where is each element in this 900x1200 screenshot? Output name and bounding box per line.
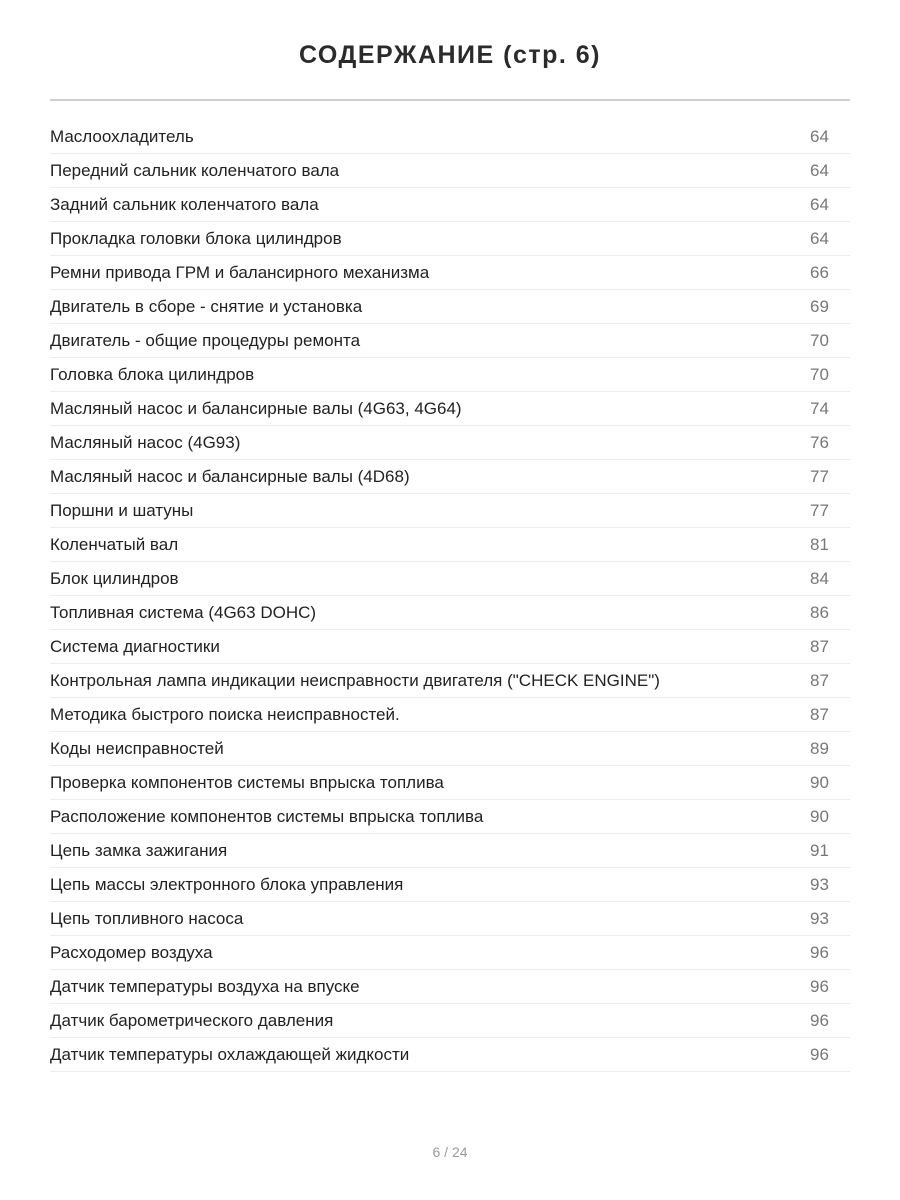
toc-entry-page-number[interactable]: 81 xyxy=(810,534,829,554)
toc-entry-title[interactable]: Блок цилиндров xyxy=(50,568,179,588)
toc-entry-title[interactable]: Масляный насос и балансирные валы (4D68) xyxy=(50,466,410,486)
toc-entry[interactable] xyxy=(50,766,850,800)
toc-entry-page-number[interactable]: 90 xyxy=(810,772,829,792)
toc-entry[interactable] xyxy=(50,902,850,936)
toc-entry-title[interactable]: Масляный насос (4G93) xyxy=(50,432,241,452)
toc-entry[interactable] xyxy=(50,222,850,256)
toc-entry-title[interactable]: Топливная система (4G63 DOHC) xyxy=(50,602,317,622)
toc-entry-page-number[interactable]: 96 xyxy=(810,942,829,962)
toc-entry[interactable] xyxy=(50,800,850,834)
toc-entry-title[interactable]: Двигатель - общие процедуры ремонта xyxy=(50,330,361,350)
toc-entry-title[interactable]: Расходомер воздуха xyxy=(50,942,213,962)
toc-entry[interactable] xyxy=(50,596,850,630)
toc-entry-page-number[interactable]: 84 xyxy=(810,568,829,588)
toc-entry-page-number[interactable]: 64 xyxy=(810,126,829,146)
toc-entry-title[interactable]: Датчик температуры охлаждающей жидкости xyxy=(50,1044,410,1064)
toc-entry-title[interactable]: Проверка компонентов системы впрыска топлива xyxy=(50,772,444,792)
toc-entry-title[interactable]: Датчик барометрического давления xyxy=(50,1010,334,1030)
toc-entry[interactable] xyxy=(50,120,850,154)
toc-entry-title[interactable]: Коленчатый вал xyxy=(50,534,179,554)
toc-entry[interactable] xyxy=(50,392,850,426)
toc-entry-title[interactable]: Двигатель в сборе - снятие и установка xyxy=(50,296,363,316)
toc-entry[interactable] xyxy=(50,154,850,188)
toc-entry-page-number[interactable]: 64 xyxy=(810,194,829,214)
toc-entry[interactable] xyxy=(50,732,850,766)
toc-entry[interactable] xyxy=(50,1038,850,1072)
toc-entry-page-number[interactable]: 90 xyxy=(810,806,829,826)
toc-entry[interactable] xyxy=(50,460,850,494)
toc-entry[interactable] xyxy=(50,868,850,902)
toc-entry[interactable] xyxy=(50,188,850,222)
toc-entry-title[interactable]: Контрольная лампа индикации неисправности двигателя ("CHECK ENGINE") xyxy=(50,670,660,690)
toc-entry-title[interactable]: Расположение компонентов системы впрыска топлива xyxy=(50,806,484,826)
toc-entry[interactable] xyxy=(50,426,850,460)
toc-entry-title[interactable]: Задний сальник коленчатого вала xyxy=(50,194,319,214)
toc-entry-page-number[interactable]: 74 xyxy=(810,398,829,418)
toc-entry-page-number[interactable]: 89 xyxy=(810,738,829,758)
toc-entry-title[interactable]: Прокладка головки блока цилиндров xyxy=(50,228,342,248)
toc-entry-page-number[interactable]: 86 xyxy=(810,602,829,622)
toc-entry[interactable] xyxy=(50,1004,850,1038)
toc-entry-page-number[interactable]: 96 xyxy=(810,1010,829,1030)
toc-entry-page-number[interactable]: 77 xyxy=(810,500,829,520)
page-title: СОДЕРЖАНИЕ (стр. 6) xyxy=(298,41,602,69)
toc-entry[interactable] xyxy=(50,290,850,324)
toc-entry-page-number[interactable]: 87 xyxy=(810,704,829,724)
toc-entry[interactable] xyxy=(50,256,850,290)
toc-entry-title[interactable]: Масляный насос и балансирные валы (4G63, 4G64) xyxy=(50,398,462,418)
toc-entry[interactable] xyxy=(50,358,850,392)
toc-entry[interactable] xyxy=(50,664,850,698)
toc-entry[interactable] xyxy=(50,324,850,358)
toc-entry-page-number[interactable]: 93 xyxy=(810,874,829,894)
toc-entry-page-number[interactable]: 77 xyxy=(810,466,829,486)
toc-entry-page-number[interactable]: 96 xyxy=(810,1044,829,1064)
toc-entry-title[interactable]: Цепь замка зажигания xyxy=(50,840,228,860)
toc-entry-title[interactable]: Маслоохладитель xyxy=(50,126,194,146)
toc-entry-title[interactable]: Головка блока цилиндров xyxy=(50,364,255,384)
toc-entry-title[interactable]: Передний сальник коленчатого вала xyxy=(50,160,340,180)
toc-entry[interactable] xyxy=(50,494,850,528)
toc-entry[interactable] xyxy=(50,834,850,868)
toc-entry-page-number[interactable]: 76 xyxy=(810,432,829,452)
toc-entry-page-number[interactable]: 64 xyxy=(810,228,829,248)
toc-entry-page-number[interactable]: 64 xyxy=(810,160,829,180)
toc-entry-title[interactable]: Система диагностики xyxy=(50,636,220,656)
toc-entry[interactable] xyxy=(50,698,850,732)
toc-entry-title[interactable]: Поршни и шатуны xyxy=(50,500,194,520)
toc-entry-title[interactable]: Цепь массы электронного блока управления xyxy=(50,874,404,894)
toc-entry-page-number[interactable]: 70 xyxy=(810,364,829,384)
page-indicator: 6 / 24 xyxy=(432,1144,468,1160)
toc-entry-page-number[interactable]: 70 xyxy=(810,330,829,350)
toc-entry[interactable] xyxy=(50,970,850,1004)
toc-entry[interactable] xyxy=(50,936,850,970)
toc-entry[interactable] xyxy=(50,562,850,596)
toc-entry[interactable] xyxy=(50,528,850,562)
toc-entry-title[interactable]: Цепь топливного насоса xyxy=(50,908,244,928)
toc-entry-title[interactable]: Коды неисправностей xyxy=(50,738,224,758)
toc-entry-title[interactable]: Методика быстрого поиска неисправностей. xyxy=(50,704,400,724)
toc-entry-page-number[interactable]: 87 xyxy=(810,636,829,656)
toc-entry-title[interactable]: Ремни привода ГРМ и балансирного механизма xyxy=(50,262,430,282)
toc-entry[interactable] xyxy=(50,630,850,664)
toc-entry-page-number[interactable]: 66 xyxy=(810,262,829,282)
toc-entry-title[interactable]: Датчик температуры воздуха на впуске xyxy=(50,976,360,996)
table-of-contents xyxy=(50,120,850,1072)
toc-entry-page-number[interactable]: 93 xyxy=(810,908,829,928)
toc-entry-page-number[interactable]: 69 xyxy=(810,296,829,316)
toc-entry-page-number[interactable]: 96 xyxy=(810,976,829,996)
title-divider xyxy=(50,99,850,101)
toc-entry-page-number[interactable]: 91 xyxy=(810,840,829,860)
toc-entry-page-number[interactable]: 87 xyxy=(810,670,829,690)
